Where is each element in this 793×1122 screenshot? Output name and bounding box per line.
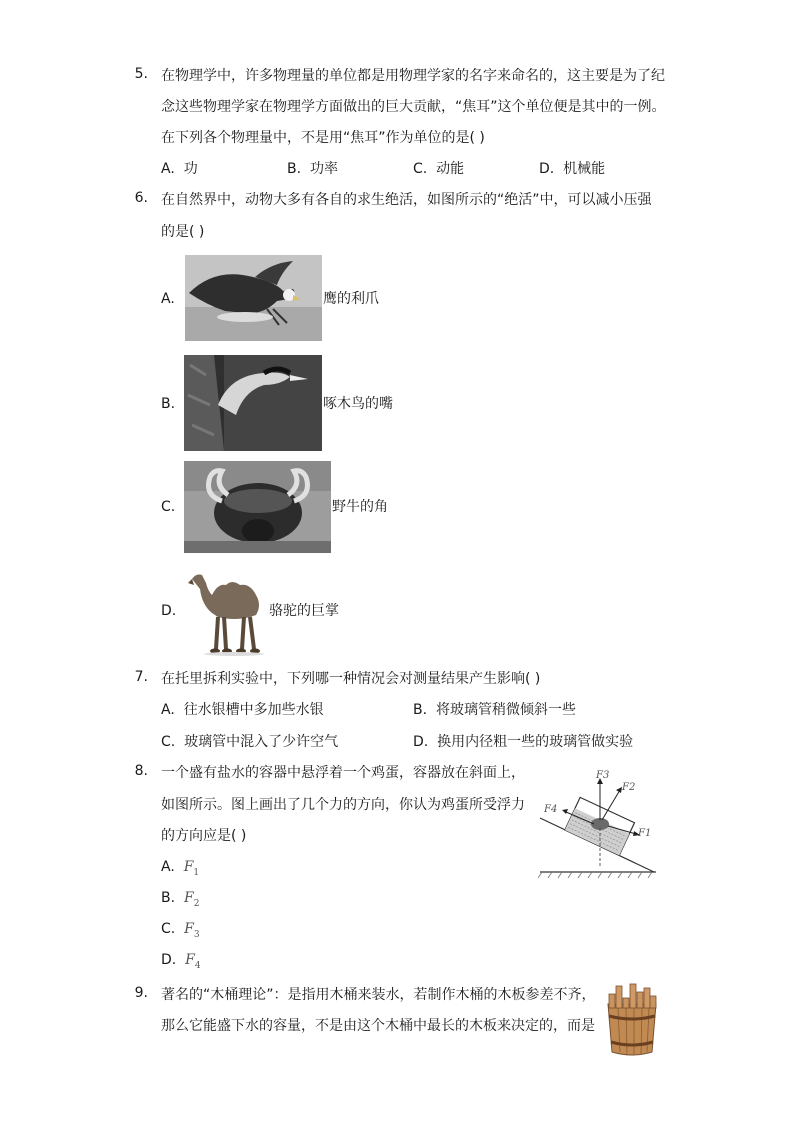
question-5-line-1: 在物理学中，许多物理量的单位都是用物理学家的名字来命名的，这主要是为了纪 bbox=[161, 68, 665, 84]
question-5-line-2: 念这些物理学家在物理学方面做出的巨大贡献，“焦耳”这个单位便是其中的一例。 bbox=[161, 99, 666, 115]
q6-option-a-label[interactable]: A. bbox=[161, 291, 175, 307]
woodpecker-photo bbox=[184, 355, 322, 451]
q6-option-d-text: 骆驼的巨掌 bbox=[269, 603, 339, 619]
q7-option-a[interactable]: A. 往水银槽中多加些水银 bbox=[161, 702, 324, 718]
wooden-bucket-image bbox=[602, 982, 662, 1058]
buffalo-photo bbox=[184, 461, 331, 553]
q5-option-c[interactable]: C. 动能 bbox=[413, 161, 465, 177]
figure-label-f4: F4 bbox=[544, 804, 558, 815]
q7-option-b[interactable]: B. 将玻璃管稍微倾斜一些 bbox=[413, 702, 576, 718]
question-8-line-2: 如图所示。图上画出了几个力的方向，你认为鸡蛋所受浮力 bbox=[161, 797, 525, 813]
incline-container-diagram bbox=[538, 768, 658, 880]
question-8-number: 8. bbox=[134, 763, 148, 779]
q5-option-d[interactable]: D. 机械能 bbox=[539, 161, 606, 177]
q7-option-d[interactable]: D. 换用内径粗一些的玻璃管做实验 bbox=[413, 734, 634, 750]
q8-option-d[interactable]: D. $F_4$ bbox=[161, 952, 201, 971]
q8-option-c[interactable]: C. $F_3$ bbox=[161, 921, 200, 940]
q6-option-b-label[interactable]: B. bbox=[161, 396, 176, 412]
q8-option-a[interactable]: A. $F_1$ bbox=[161, 859, 200, 878]
camel-photo bbox=[184, 565, 268, 657]
question-9-line-1: 著名的“木桶理论”：是指用木桶来装水，若制作木桶的木板参差不齐， bbox=[161, 987, 596, 1003]
question-9-number: 9. bbox=[134, 985, 148, 1001]
q8-option-b[interactable]: B. $F_2$ bbox=[161, 890, 200, 909]
q6-option-c-text: 野牛的角 bbox=[332, 499, 388, 515]
question-8-line-3: 的方向应是( ) bbox=[161, 828, 247, 844]
question-5-line-3: 在下列各个物理量中，不是用“焦耳”作为单位的是( ) bbox=[161, 130, 485, 146]
q5-option-a[interactable]: A. 功 bbox=[161, 161, 198, 177]
figure-label-f2: F2 bbox=[622, 782, 636, 793]
q6-option-c-label[interactable]: C. bbox=[161, 499, 176, 515]
question-6-number: 6. bbox=[134, 190, 148, 206]
question-9-line-2: 那么它能盛下水的容量，不是由这个木桶中最长的木板来决定的，而是 bbox=[161, 1018, 595, 1034]
question-6-line-2: 的是( ) bbox=[161, 224, 205, 240]
q6-option-a-text: 鹰的利爪 bbox=[323, 291, 379, 307]
question-8-line-1: 一个盛有盐水的容器中悬浮着一个鸡蛋，容器放在斜面上， bbox=[161, 765, 525, 781]
question-5-number: 5. bbox=[134, 66, 148, 82]
q6-option-b-text: 啄木鸟的嘴 bbox=[323, 396, 393, 412]
q5-option-b[interactable]: B. 功率 bbox=[287, 161, 338, 177]
question-7-line-1: 在托里拆利实验中，下列哪一种情况会对测量结果产生影响( ) bbox=[161, 671, 541, 687]
question-6-line-1: 在自然界中，动物大多有各自的求生绝活，如图所示的“绝活”中，可以减小压强 bbox=[161, 192, 652, 208]
figure-label-f3: F3 bbox=[596, 770, 610, 781]
question-7-number: 7. bbox=[134, 669, 148, 685]
q6-option-d-label[interactable]: D. bbox=[161, 603, 177, 619]
q7-option-c[interactable]: C. 玻璃管中混入了少许空气 bbox=[161, 734, 339, 750]
eagle-photo bbox=[185, 255, 322, 341]
figure-label-f1: F1 bbox=[638, 828, 652, 839]
